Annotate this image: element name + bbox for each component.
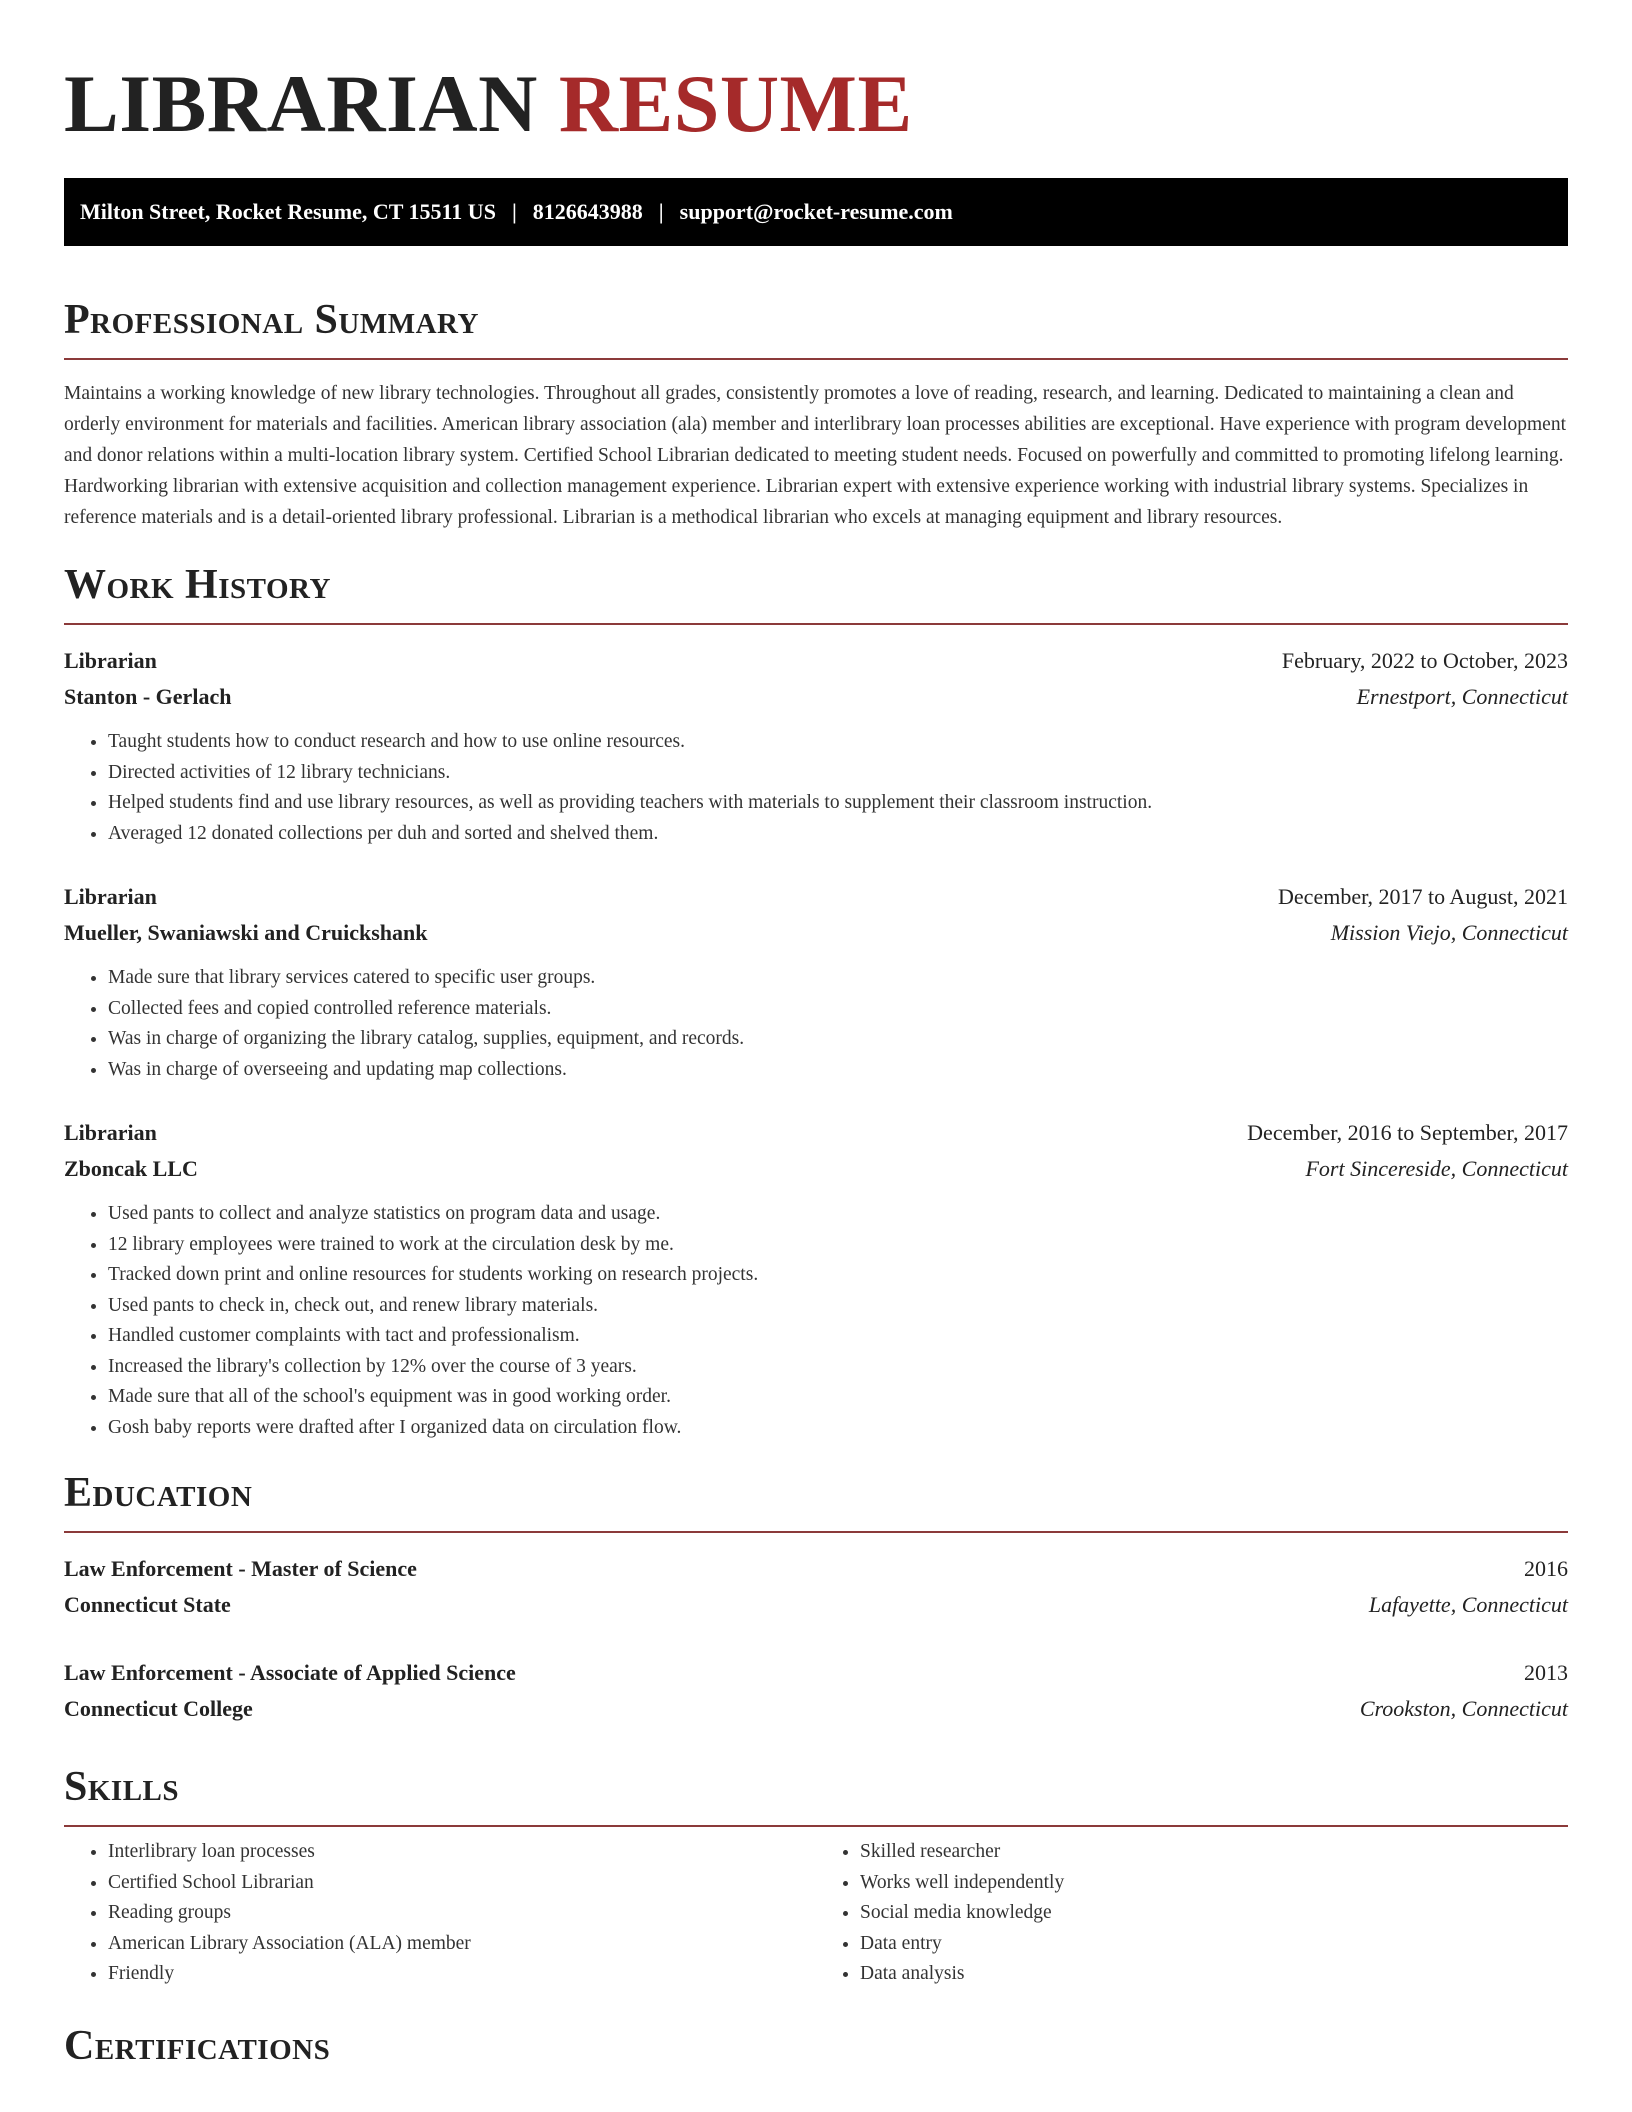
education-school: Connecticut College: [64, 1696, 253, 1721]
list-item: • Reading groups: [108, 1898, 816, 1929]
contact-separator: |: [511, 199, 517, 224]
list-item: • Friendly: [108, 1959, 816, 1990]
job-company-row: [64, 915, 1568, 951]
job-entry: [64, 643, 1568, 849]
skills-list-right: [816, 1837, 1568, 1990]
resume-title: [64, 0, 1568, 152]
job-duties-list: [64, 963, 1568, 1085]
work-history-section: [64, 561, 1568, 1443]
list-item: • Was in charge of overseeing and updating map collections.: [108, 1055, 1568, 1086]
education-degree: Law Enforcement - Master of Science: [64, 1556, 417, 1581]
section-divider: [64, 1531, 1568, 1533]
job-dates: December, 2017 to August, 2021: [1278, 884, 1568, 909]
list-item: • Made sure that all of the school's equipment was in good working order.: [108, 1382, 1568, 1413]
education-section: [64, 1469, 1568, 1727]
job-entry: [64, 879, 1568, 1085]
education-location: Lafayette, Connecticut: [1368, 1592, 1568, 1617]
education-year: 2016: [1524, 1556, 1568, 1581]
job-title: Librarian: [64, 1120, 157, 1145]
title-main: LIBRARIAN: [64, 58, 538, 149]
list-item: • Taught students how to conduct research and how to use online resources.: [108, 727, 1568, 758]
education-school-row: [64, 1587, 1568, 1623]
skills-list-left: [64, 1837, 816, 1990]
job-dates: December, 2016 to September, 2017: [1247, 1120, 1568, 1145]
job-title: Librarian: [64, 648, 157, 673]
job-dates: February, 2022 to October, 2023: [1281, 648, 1568, 673]
contact-phone: 8126643988: [532, 199, 643, 224]
education-year: 2013: [1524, 1660, 1568, 1685]
contact-separator: |: [658, 199, 664, 224]
section-divider: [64, 623, 1568, 625]
section-divider: [64, 1825, 1568, 1827]
job-duties-list: [64, 727, 1568, 849]
education-degree-row: [64, 1655, 1568, 1691]
list-item: • Works well independently: [860, 1868, 1568, 1899]
section-heading-work-history: Work History: [64, 562, 331, 608]
contact-address: Milton Street, Rocket Resume, CT 15511 US: [80, 199, 496, 224]
list-item: • Skilled researcher: [860, 1837, 1568, 1868]
job-company: Mueller, Swaniawski and Cruickshank: [64, 920, 428, 945]
job-header-row: [64, 1115, 1568, 1151]
list-item: • Tracked down print and online resources for students working on research projects.: [108, 1260, 1568, 1291]
job-header-row: [64, 643, 1568, 679]
list-item: • Interlibrary loan processes: [108, 1837, 816, 1868]
section-heading-summary: Professional Summary: [64, 297, 479, 343]
title-accent: RESUME: [558, 58, 913, 149]
education-degree-row: [64, 1551, 1568, 1587]
job-title: Librarian: [64, 884, 157, 909]
job-location: Ernestport, Connecticut: [1356, 684, 1568, 709]
section-heading-certifications: Certifications: [64, 2022, 331, 2069]
list-item: • Gosh baby reports were drafted after I organized data on circulation flow.: [108, 1413, 1568, 1444]
summary-section: [64, 296, 1568, 533]
job-entry: [64, 1115, 1568, 1443]
list-item: • Was in charge of organizing the library catalog, supplies, equipment, and records.: [108, 1024, 1568, 1055]
education-school: Connecticut State: [64, 1592, 231, 1617]
education-degree: Law Enforcement - Associate of Applied Science: [64, 1660, 516, 1685]
list-item: • Increased the library's collection by 12% over the course of 3 years.: [108, 1352, 1568, 1383]
job-company-row: [64, 1151, 1568, 1187]
education-entry: [64, 1551, 1568, 1623]
skills-section: [64, 1763, 1568, 1990]
job-location: Fort Sincereside, Connecticut: [1305, 1156, 1568, 1181]
job-company: Stanton - Gerlach: [64, 684, 232, 709]
job-company: Zboncak LLC: [64, 1156, 198, 1181]
job-location: Mission Viejo, Connecticut: [1330, 920, 1568, 945]
list-item: • Social media knowledge: [860, 1898, 1568, 1929]
job-company-row: [64, 679, 1568, 715]
contact-email: support@rocket-resume.com: [679, 199, 953, 224]
summary-text: Maintains a working knowledge of new library technologies. Throughout all grades, consistently promotes a love of reading, research, and learning. Dedicated to maintaining a clean and orderly environment for materials and facilities. American library association (ala) member and interlibrary loan processes abilities are exceptional. Have experience with program development and donor relations within a multi-location library system. Certified School Librarian dedicated to meeting student needs. Focused on powerfully and committed to promoting lifelong learning. Hardworking librarian with extensive acquisition and collection management experience. Librarian expert with extensive experience working with industrial library systems. Specializes in reference materials and is a detail-oriented library professional. Librarian is a methodical librarian who excels at managing equipment and library resources.: [64, 383, 1566, 528]
list-item: • Data entry: [860, 1929, 1568, 1960]
certifications-section: [64, 2022, 1568, 2070]
list-item: • Helped students find and use library resources, as well as providing teachers with materials to supplement their classroom instruction.: [108, 788, 1568, 819]
list-item: • Collected fees and copied controlled reference materials.: [108, 994, 1568, 1025]
list-item: • Data analysis: [860, 1959, 1568, 1990]
list-item: • Handled customer complaints with tact and professionalism.: [108, 1321, 1568, 1352]
skills-grid: [64, 1837, 1568, 1990]
list-item: • Averaged 12 donated collections per duh and sorted and shelved them.: [108, 819, 1568, 850]
list-item: • Directed activities of 12 library technicians.: [108, 758, 1568, 789]
job-duties-list: [64, 1199, 1568, 1443]
education-location: Crookston, Connecticut: [1359, 1696, 1568, 1721]
section-heading-education: Education: [64, 1470, 253, 1516]
job-header-row: [64, 879, 1568, 915]
list-item: • American Library Association (ALA) member: [108, 1929, 816, 1960]
contact-bar: [64, 178, 1568, 246]
section-divider: [64, 358, 1568, 360]
education-entry: [64, 1655, 1568, 1727]
list-item: • Used pants to collect and analyze statistics on program data and usage.: [108, 1199, 1568, 1230]
list-item: • Certified School Librarian: [108, 1868, 816, 1899]
list-item: • Used pants to check in, check out, and renew library materials.: [108, 1291, 1568, 1322]
list-item: • Made sure that library services catered to specific user groups.: [108, 963, 1568, 994]
list-item: • 12 library employees were trained to work at the circulation desk by me.: [108, 1230, 1568, 1261]
education-school-row: [64, 1691, 1568, 1727]
section-heading-skills: Skills: [64, 1764, 180, 1810]
